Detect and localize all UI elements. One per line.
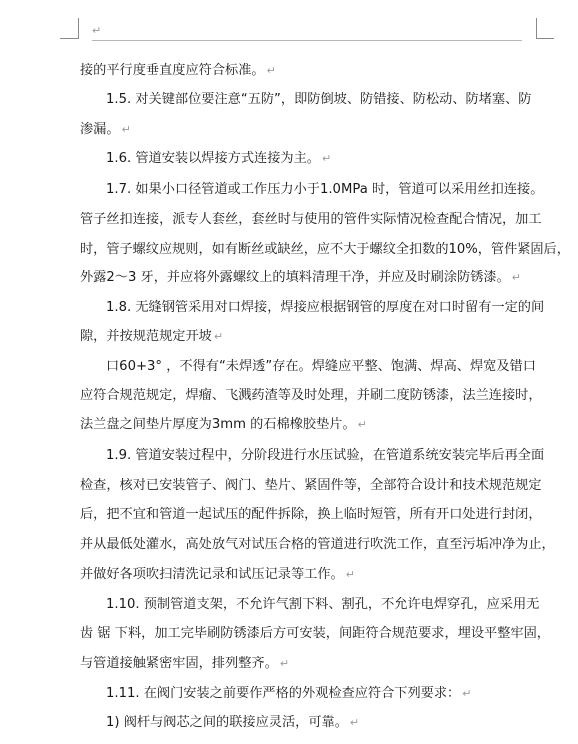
text-line-1: 接的平行度垂直度应符合标准。 ↵	[80, 63, 276, 78]
paragraph-mark: ↵	[462, 687, 472, 700]
text-line-6: 管子丝扣连接，派专人套丝，套丝时与使用的管件实际情况检查配合情况，加工	[80, 212, 542, 227]
paragraph-mark: ↵	[266, 64, 276, 77]
text-line-9: 1.8. 无缝钢管采用对口焊接，焊接应根据钢管的厚度在对口时留有一定的间	[106, 300, 545, 315]
text-line-15: 检查，核对已安装管子、阀门、垫片、紧固件等，全部符合设计和技术规范规定	[80, 478, 542, 493]
text-line-19: 1.10. 预制管道支架，不允许气割下料、割孔，不允许电焊穿孔，应采用无	[106, 597, 540, 612]
text-line-8: 外露2～3 牙，并应将外露螺纹上的填料清理干净，并应及时刷涂防锈漆。 ↵	[80, 270, 522, 285]
text-line-20: 齿 锯 下料，加工完毕刷防锈漆后方可安装，间距符合规范要求，埋设平整牢固，	[80, 626, 550, 641]
text-line-11: 口60+3° ，不得有“未焊透”存在。焊缝应平整、饱满、焊高、焊宽及错口	[106, 359, 536, 374]
text-line-4: 1.6. 管道安装以焊接方式连接为主。 ↵	[106, 151, 332, 166]
crop-mark-top-left-h	[60, 38, 78, 39]
crop-mark-top-right-v	[536, 18, 537, 39]
header-divider	[92, 40, 522, 41]
text-line-23: 1) 阀杆与阀芯之间的联接应灵活，可靠。 ↵	[106, 715, 360, 730]
paragraph-mark: ↵	[511, 271, 522, 284]
crop-mark-top-left-v	[78, 18, 79, 39]
paragraph-mark: ↵	[349, 716, 360, 729]
paragraph-mark: ↵	[121, 123, 131, 136]
text-line-7: 时，管子螺纹应规则，如有断丝或缺丝，应不大于螺纹全扣数的10%，管件紧固后，	[80, 242, 570, 257]
paragraph-mark: ↵	[213, 330, 224, 343]
text-line-12: 应符合规范规定，焊瘤、飞溅药渣等及时处理，并刷二度防锈漆，法兰连接时，	[80, 388, 542, 403]
text-line-10: 隙，并按规范规定开坡 ↵	[80, 329, 224, 344]
text-line-18: 并做好各项吹扫清洗记录和试压记录等工作。 ↵	[80, 567, 355, 582]
text-line-17: 并从最低处灌水，高处放气对试压合格的管道进行吹洗工作，直至污垢冲净为止，	[80, 537, 555, 552]
paragraph-mark: ↵	[279, 657, 290, 670]
header-paragraph-mark: ↵	[92, 24, 102, 37]
text-line-3: 渗漏。 ↵	[80, 122, 131, 137]
text-line-22: 1.11. 在阀门安装之前要作严格的外观检查应符合下列要求： ↵	[106, 686, 472, 701]
text-line-13: 法兰盘之间垫片厚度为3mm 的石棉橡胶垫片。 ↵	[80, 417, 367, 432]
text-line-21: 与管道接触紧密牢固，排列整齐。 ↵	[80, 656, 290, 671]
paragraph-mark: ↵	[357, 418, 367, 431]
text-line-16: 后，把不宜和管道一起试压的配件拆除，换上临时短管，所有开口处进行封闭，	[80, 507, 542, 522]
paragraph-mark: ↵	[345, 568, 355, 581]
text-line-14: 1.9. 管道安装过程中，分阶段进行水压试验，在管道系统安装完毕后再全面	[106, 448, 545, 463]
paragraph-mark: ↵	[321, 152, 332, 165]
crop-mark-top-right-h	[536, 38, 554, 39]
text-line-5: 1.7. 如果小口径管道或工作压力小于1.0MPa 时，管道可以采用丝扣连接。	[106, 182, 544, 197]
text-line-2: 1.5. 对关键部位要注意“五防”，即防倒坡、防错接、防松动、防堵塞、防	[106, 92, 532, 107]
